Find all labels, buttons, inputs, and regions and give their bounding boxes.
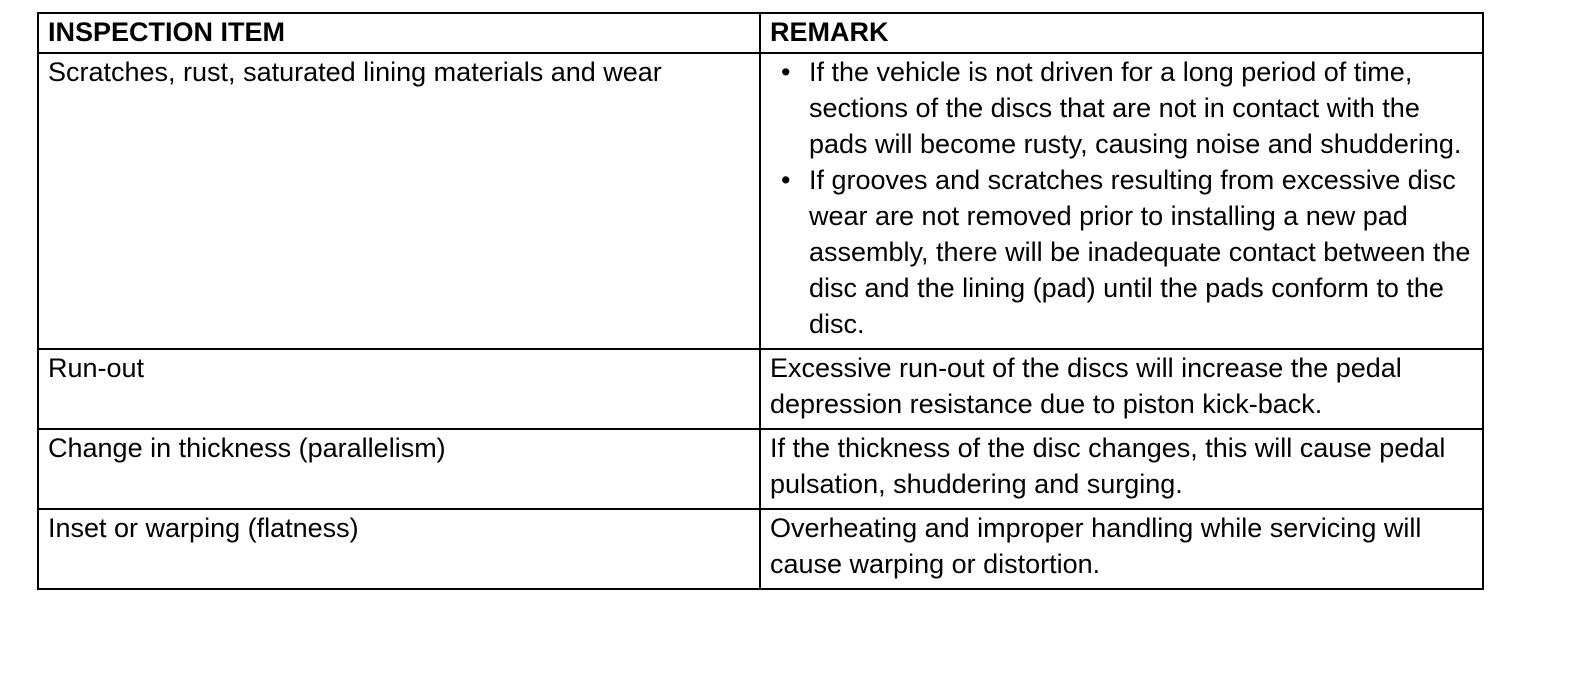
- remark-bullet-item: [770, 162, 1474, 342]
- table-row: [38, 349, 1483, 429]
- remark-bullet-text: If the vehicle is not driven for a long period of time, sections of the discs that are not in contact with the pads will become rusty, causing noise and shuddering.: [809, 57, 1462, 159]
- remark-bullet-list: [770, 54, 1474, 342]
- bullet-icon: •: [781, 57, 791, 87]
- table-row: [38, 53, 1483, 349]
- item-cell: Scratches, rust, saturated lining materials and wear: [38, 53, 760, 349]
- item-cell: Inset or warping (flatness): [38, 509, 760, 589]
- header-remark: REMARK: [760, 13, 1483, 53]
- item-cell: Change in thickness (parallelism): [38, 429, 760, 509]
- table-row: [38, 509, 1483, 589]
- inspection-table: [37, 12, 1484, 590]
- remark-cell: [760, 53, 1483, 349]
- remark-bullet-item: [770, 54, 1474, 162]
- remark-cell: If the thickness of the disc changes, this will cause pedal pulsation, shuddering and surging.: [760, 429, 1483, 509]
- item-cell: Run-out: [38, 349, 760, 429]
- table-header-row: [38, 13, 1483, 53]
- bullet-icon: •: [781, 165, 791, 195]
- remark-cell: Excessive run-out of the discs will increase the pedal depression resistance due to piston kick-back.: [760, 349, 1483, 429]
- remark-bullet-text: If grooves and scratches resulting from excessive disc wear are not removed prior to installing a new pad assembly, there will be inadequate contact between the disc and the lining (pad) until the pads conform to the disc.: [809, 165, 1471, 339]
- remark-cell: Overheating and improper handling while servicing will cause warping or distortion.: [760, 509, 1483, 589]
- table-row: [38, 429, 1483, 509]
- header-inspection-item: INSPECTION ITEM: [38, 13, 760, 53]
